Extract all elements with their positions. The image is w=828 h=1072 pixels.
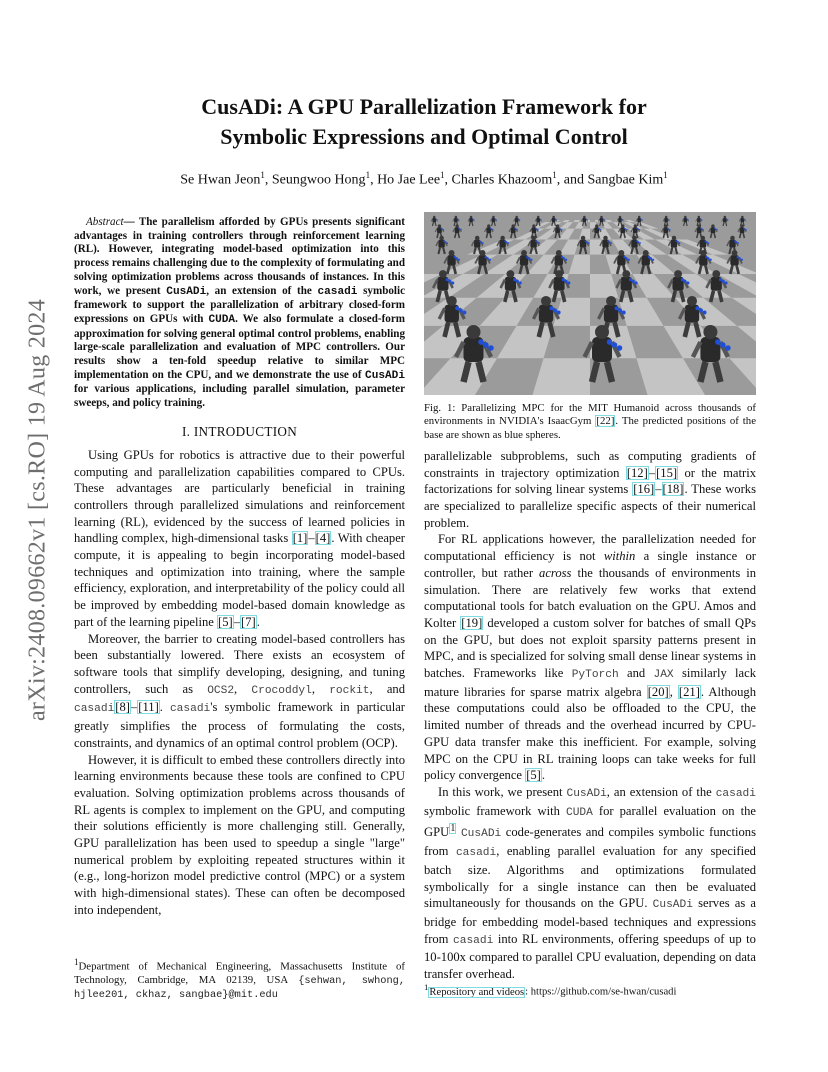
- humanoid-render: [424, 212, 756, 395]
- base-prediction-sphere: [436, 219, 437, 220]
- robot-head: [622, 270, 630, 278]
- citation-link[interactable]: [5]: [218, 614, 233, 629]
- base-prediction-sphere: [585, 240, 587, 242]
- base-prediction-sphere: [741, 259, 743, 261]
- base-prediction-sphere: [456, 257, 458, 259]
- robot-head: [674, 270, 682, 278]
- base-prediction-sphere: [701, 219, 702, 220]
- base-prediction-sphere: [443, 229, 444, 230]
- base-prediction-sphere: [681, 278, 684, 281]
- base-prediction-sphere: [588, 242, 590, 244]
- citation-link[interactable]: [12]: [626, 465, 648, 480]
- base-prediction-sphere: [684, 280, 687, 283]
- base-prediction-sphere: [669, 229, 670, 230]
- base-prediction-sphere: [743, 218, 744, 219]
- base-prediction-sphere: [720, 342, 726, 348]
- robot-head: [697, 224, 700, 227]
- base-prediction-sphere: [641, 219, 642, 220]
- robot-head: [618, 250, 624, 256]
- base-prediction-sphere: [517, 229, 518, 230]
- paragraph-5: For RL applications however, the parallelization needed for computational efficiency is not within a single instance or controller, but rather across the thousands of environments in simulation. There are relatively few works that extend computational tools for batch evaluation on the GPU. Amos and Kolter [19] developed a custom solver for batches of small QPs on the GPU, but does not exploit sparsity patterns present in MPC, and is specialized for solving small dense linear systems in batches. Frameworks like PyTorch and JAX similarly lack mature libraries for sparse matrix algebra [20], [21]. Although these computations could also be offloaded to the CPU, the limited number of threads and the overhead incurred by CPU-GPU data transfer make this inefficient. For example, solving MPC on the CPU in RL training loops can take weeks for full policy convergence [5].: [424, 532, 757, 783]
- base-prediction-sphere: [623, 219, 624, 220]
- robot-head: [740, 224, 743, 227]
- base-prediction-sphere: [445, 241, 447, 243]
- robot-head: [500, 236, 504, 240]
- base-prediction-sphere: [737, 242, 739, 244]
- robot-head: [687, 296, 697, 306]
- base-prediction-sphere: [442, 228, 443, 229]
- citation-link[interactable]: [20]: [647, 684, 669, 699]
- base-prediction-sphere: [699, 308, 703, 312]
- robot-head: [506, 270, 514, 278]
- base-prediction-sphere: [667, 218, 668, 219]
- base-prediction-sphere: [599, 228, 600, 229]
- base-prediction-sphere: [473, 219, 474, 220]
- base-prediction-sphere: [624, 228, 625, 229]
- base-prediction-sphere: [743, 228, 744, 229]
- robot-head: [455, 224, 458, 227]
- base-prediction-sphere: [489, 259, 491, 261]
- base-prediction-sphere: [744, 228, 745, 229]
- base-prediction-sphere: [555, 219, 556, 220]
- robot-head: [606, 296, 616, 306]
- robot-head: [455, 216, 458, 219]
- paragraph-6: In this work, we present CusADi, an extension of the casadi symbolic framework with CUDA for parallel evaluation on the GPU$^1$ CusADi code-generates and compiles symbolic functions from casadi, enabling parallel evaluation for any specified batch size. Algorithms and optimizations formulated symbolically for a single instance can then be evaluated simultaneously for thousands on the GPU. CusADi serves as a bridge for embedding model-based techniques and expressions from casadi into RL environments, offering speedups of up to 10-100x compared to parallel CPU evaluation, depending on data transfer overhead.: [424, 784, 757, 982]
- base-prediction-sphere: [513, 278, 516, 281]
- base-prediction-sphere: [734, 240, 736, 242]
- base-prediction-sphere: [727, 219, 728, 220]
- base-prediction-sphere: [639, 229, 640, 230]
- base-prediction-sphere: [719, 278, 722, 281]
- robot-head: [487, 224, 490, 227]
- robot-head: [621, 224, 624, 227]
- base-prediction-sphere: [679, 242, 681, 244]
- citation-link[interactable]: [19]: [461, 615, 483, 630]
- robot-head: [711, 224, 714, 227]
- base-prediction-sphere: [535, 228, 536, 229]
- base-prediction-sphere: [638, 241, 640, 243]
- robot-head: [531, 236, 535, 240]
- author-2: Seungwoo Hong: [271, 172, 366, 188]
- base-prediction-sphere: [701, 228, 702, 229]
- base-prediction-sphere: [483, 342, 489, 348]
- base-prediction-sphere: [667, 228, 668, 229]
- base-prediction-sphere: [487, 257, 489, 259]
- robot-head: [512, 224, 515, 227]
- base-prediction-sphere: [642, 219, 643, 220]
- robot-head: [643, 250, 649, 256]
- base-prediction-sphere: [507, 242, 509, 244]
- left-column: [74, 216, 405, 919]
- base-prediction-sphere: [462, 311, 466, 315]
- base-prediction-sphere: [668, 228, 669, 229]
- repository-link[interactable]: Repository and videos: [429, 986, 525, 998]
- robot-head: [665, 216, 668, 219]
- base-prediction-sphere: [567, 281, 570, 284]
- base-prediction-sphere: [617, 345, 623, 351]
- base-prediction-sphere: [603, 219, 604, 220]
- base-prediction-sphere: [615, 306, 619, 310]
- base-prediction-sphere: [716, 229, 717, 230]
- robot-head: [552, 216, 555, 219]
- base-prediction-sphere: [695, 306, 699, 310]
- robot-head: [433, 216, 436, 219]
- base-prediction-sphere: [715, 339, 721, 345]
- robot-head: [724, 216, 727, 219]
- base-prediction-sphere: [458, 219, 459, 220]
- base-prediction-sphere: [725, 345, 731, 351]
- base-prediction-sphere: [457, 218, 458, 219]
- base-prediction-sphere: [535, 240, 537, 242]
- base-prediction-sphere: [587, 219, 588, 220]
- base-prediction-sphere: [632, 280, 635, 283]
- base-prediction-sphere: [437, 219, 438, 220]
- base-prediction-sphere: [622, 219, 623, 220]
- base-prediction-sphere: [539, 218, 540, 219]
- title-line-2: Symbolic Expressions and Optimal Control: [220, 124, 628, 149]
- base-prediction-sphere: [472, 218, 473, 219]
- base-prediction-sphere: [618, 308, 622, 312]
- base-prediction-sphere: [600, 229, 601, 230]
- base-prediction-sphere: [559, 228, 560, 229]
- base-prediction-sphere: [494, 218, 495, 219]
- citation-link[interactable]: [16]: [633, 482, 655, 497]
- base-prediction-sphere: [706, 241, 708, 243]
- robot-head: [664, 224, 667, 227]
- base-prediction-sphere: [726, 218, 727, 219]
- paper-title: [80, 92, 768, 152]
- base-prediction-sphere: [746, 229, 747, 230]
- robot-head: [470, 216, 473, 219]
- base-prediction-sphere: [504, 240, 506, 242]
- repository-footnote: $^1$Repository and videos: https://github.com/se-hwan/cusadi: [424, 982, 677, 998]
- base-prediction-sphere: [687, 219, 688, 220]
- citation-link[interactable]: [8]: [115, 700, 130, 715]
- base-prediction-sphere: [638, 228, 639, 229]
- author-4: Charles Khazoom: [451, 172, 553, 188]
- base-prediction-sphere: [708, 242, 710, 244]
- base-prediction-sphere: [451, 281, 454, 284]
- citation-link[interactable]: [5]: [526, 768, 541, 783]
- base-prediction-sphere: [703, 311, 707, 315]
- base-prediction-sphere: [703, 229, 704, 230]
- base-prediction-sphere: [553, 308, 557, 312]
- robot-head: [439, 236, 443, 240]
- robot-head: [556, 224, 559, 227]
- base-prediction-sphere: [705, 256, 707, 258]
- base-prediction-sphere: [688, 219, 689, 220]
- base-prediction-sphere: [518, 218, 519, 219]
- base-prediction-sphere: [704, 240, 706, 242]
- citation-link[interactable]: [15]: [656, 465, 678, 480]
- robot-head: [732, 250, 738, 256]
- robot-head: [595, 224, 598, 227]
- base-prediction-sphere: [485, 256, 487, 258]
- citation-link[interactable]: [21]: [678, 684, 700, 699]
- robot-head: [632, 236, 636, 240]
- base-prediction-sphere: [640, 218, 641, 219]
- base-prediction-sphere: [537, 241, 539, 243]
- robot-head: [741, 216, 744, 219]
- base-prediction-sphere: [459, 308, 463, 312]
- author-5: Sangbae Kim: [587, 172, 664, 188]
- base-prediction-sphere: [700, 218, 701, 219]
- robot-head: [492, 216, 495, 219]
- affiliation-footnote: $^1$Department of Mechanical Engineering, Massachusetts Institute of Technology, Cambridge, MA 02139, USA {sehwan, swhong, hjlee201, ckhaz, sangbae}@mit.edu: [74, 957, 405, 1001]
- base-prediction-sphere: [607, 339, 613, 345]
- base-prediction-sphere: [561, 229, 562, 230]
- base-prediction-sphere: [602, 218, 603, 219]
- base-prediction-sphere: [506, 241, 508, 243]
- base-prediction-sphere: [461, 229, 462, 230]
- base-prediction-sphere: [459, 219, 460, 220]
- base-prediction-sphere: [625, 257, 627, 259]
- robot-head: [467, 325, 481, 339]
- author-3: Ho Jae Lee: [377, 172, 441, 188]
- base-prediction-sphere: [621, 218, 622, 219]
- robot-head: [703, 325, 717, 339]
- base-prediction-sphere: [700, 228, 701, 229]
- robot-head: [700, 250, 706, 256]
- base-prediction-sphere: [480, 241, 482, 243]
- base-prediction-sphere: [707, 257, 709, 259]
- robot-head: [595, 325, 609, 339]
- base-prediction-sphere: [628, 259, 630, 261]
- citation-link[interactable]: [11]: [138, 700, 159, 715]
- robot-head: [583, 216, 586, 219]
- base-prediction-sphere: [737, 256, 739, 258]
- robot-head: [701, 236, 705, 240]
- base-prediction-sphere: [629, 278, 632, 281]
- base-prediction-sphere: [586, 241, 588, 243]
- robot-head: [603, 236, 607, 240]
- base-prediction-sphere: [554, 218, 555, 219]
- base-prediction-sphere: [443, 240, 445, 242]
- base-prediction-sphere: [495, 219, 496, 220]
- robot-head: [555, 270, 563, 278]
- base-prediction-sphere: [604, 219, 605, 220]
- robot-head: [447, 296, 457, 306]
- robot-head: [634, 224, 637, 227]
- robot-head: [556, 250, 562, 256]
- base-prediction-sphere: [715, 228, 716, 229]
- robot-head: [730, 236, 734, 240]
- base-prediction-sphere: [739, 257, 741, 259]
- paragraph-1: Using GPUs for robotics is attractive due to their powerful computing and parallelization capabilities compared to CPUs. These advantages are particularly beneficial in training controllers through parallelized simulations and reinforcement learning (RL), evidenced by the success of learned policies in handling complex, high-dimensional tasks [1]–[4]. With cheaper compute, it is appealing to begin incorporating model-based techniques and optimization into training, where the sample efficiency, exploration, and interpretability of the policy could all be improved by embedding model-based domain knowledge as part of the learning pipeline [5]–[7].: [74, 447, 405, 629]
- base-prediction-sphere: [516, 280, 519, 283]
- base-prediction-sphere: [635, 281, 638, 284]
- footnote-link[interactable]: 1: [450, 823, 456, 835]
- robot-head: [619, 216, 622, 219]
- base-prediction-sphere: [516, 228, 517, 229]
- base-prediction-sphere: [585, 218, 586, 219]
- figure-1-humanoid-simulation: [424, 212, 756, 395]
- base-prediction-sphere: [455, 306, 459, 310]
- base-prediction-sphere: [625, 228, 626, 229]
- base-prediction-sphere: [714, 228, 715, 229]
- arxiv-identifier: arXiv:2408.09662v1 [cs.RO] 19 Aug 2024: [24, 298, 51, 722]
- base-prediction-sphere: [536, 228, 537, 229]
- base-prediction-sphere: [609, 241, 611, 243]
- base-prediction-sphere: [530, 259, 532, 261]
- base-prediction-sphere: [728, 219, 729, 220]
- citation-link[interactable]: [22]: [596, 415, 615, 428]
- robot-head: [581, 236, 585, 240]
- base-prediction-sphere: [725, 281, 728, 284]
- robot-head: [712, 270, 720, 278]
- base-prediction-sphere: [598, 228, 599, 229]
- base-prediction-sphere: [458, 259, 460, 261]
- base-prediction-sphere: [538, 242, 540, 244]
- base-prediction-sphere: [560, 228, 561, 229]
- base-prediction-sphere: [482, 242, 484, 244]
- base-prediction-sphere: [519, 281, 522, 284]
- robot-head: [541, 296, 551, 306]
- base-prediction-sphere: [518, 219, 519, 220]
- base-prediction-sphere: [446, 242, 448, 244]
- citation-link[interactable]: [4]: [315, 531, 331, 546]
- robot-head: [521, 250, 527, 256]
- base-prediction-sphere: [636, 240, 638, 242]
- base-prediction-sphere: [607, 240, 609, 242]
- base-prediction-sphere: [496, 219, 497, 220]
- author-1: Se Hwan Jeon: [180, 172, 261, 188]
- base-prediction-sphere: [652, 259, 654, 261]
- base-prediction-sphere: [492, 229, 493, 230]
- base-prediction-sphere: [528, 257, 530, 259]
- robot-head: [439, 270, 447, 278]
- robot-head: [515, 216, 518, 219]
- base-prediction-sphere: [562, 278, 565, 281]
- robot-head: [638, 216, 641, 219]
- base-prediction-sphere: [549, 306, 553, 310]
- author-list: Se Hwan Jeon$^1$, Seungwoo Hong$^1$, Ho Jae Lee$^1$, Charles Khazoom$^1$, and Sangbae Kim$^1$: [180, 170, 668, 188]
- base-prediction-sphere: [446, 278, 449, 281]
- base-prediction-sphere: [722, 280, 725, 283]
- robot-head: [684, 216, 687, 219]
- robot-head: [537, 216, 540, 219]
- base-prediction-sphere: [677, 241, 679, 243]
- paragraph-2: Moreover, the barrier to creating model-based controllers has been substantially lowered. There exists an ecosystem of software tools that simplify developing, designing, and tuning controllers, such as OCS2, Crocoddyl, rockit, and casadi[8]–[11]. casadi's symbolic framework in particular greatly simplifies the process of formulating the costs, constraints, and dynamics of an optimal control problem (OCP).: [74, 631, 406, 750]
- base-prediction-sphere: [744, 219, 745, 220]
- base-prediction-sphere: [514, 228, 515, 229]
- base-prediction-sphere: [626, 229, 627, 230]
- base-prediction-sphere: [623, 256, 625, 258]
- base-prediction-sphere: [474, 219, 475, 220]
- base-prediction-sphere: [557, 311, 561, 315]
- robot-head: [532, 224, 535, 227]
- base-prediction-sphere: [650, 257, 652, 259]
- title-line-1: CusADi: A GPU Parallelization Framework for: [201, 94, 647, 119]
- right-column: [424, 212, 756, 983]
- base-prediction-sphere: [622, 311, 626, 315]
- base-prediction-sphere: [540, 219, 541, 220]
- robot-head: [438, 224, 441, 227]
- base-prediction-sphere: [736, 241, 738, 243]
- base-prediction-sphere: [565, 259, 567, 261]
- paragraph-3: However, it is difficult to embed these controllers directly into learning environments because these tools are confined to CPU evaluation. Solving optimization problems across thousands of RL agents is complex to implement on the GPU, and computing their solutions efficiently is more challenging still. Generally, GPU parallelization has been used to speedup a single "large" numerical problem by exploiting repeated structures within it (e.g., long-horizon model predictive control (MPC) or a system with high-dimensional states). These can often be decomposed into independent,: [74, 752, 405, 917]
- base-prediction-sphere: [541, 219, 542, 220]
- base-prediction-sphere: [479, 240, 481, 242]
- base-prediction-sphere: [639, 242, 641, 244]
- base-prediction-sphere: [490, 228, 491, 229]
- robot-head: [600, 216, 603, 219]
- base-prediction-sphere: [565, 280, 568, 283]
- base-prediction-sphere: [454, 256, 456, 258]
- base-prediction-sphere: [610, 242, 612, 244]
- base-prediction-sphere: [458, 228, 459, 229]
- base-prediction-sphere: [459, 228, 460, 229]
- figure-1-caption: Fig. 1: Parallelizing MPC for the MIT Humanoid across thousands of environments in NVIDIA's IsaacGym [22]. The predicted positions of the base are shown as blue spheres.: [424, 402, 756, 441]
- base-prediction-sphere: [448, 280, 451, 283]
- base-prediction-sphere: [561, 256, 563, 258]
- base-prediction-sphere: [636, 228, 637, 229]
- robot-head: [672, 236, 676, 240]
- base-prediction-sphere: [488, 345, 494, 351]
- base-prediction-sphere: [745, 219, 746, 220]
- base-prediction-sphere: [612, 342, 618, 348]
- base-prediction-sphere: [556, 219, 557, 220]
- section-heading-introduction: I. INTRODUCTION: [181, 423, 298, 439]
- base-prediction-sphere: [538, 229, 539, 230]
- abstract: Abstract— The parallelism afforded by GPUs presents significant advantages in training controllers through reinforcement learning (RL). However, integrating model-based optimization into this process remains challenging due to the complexity of formulating and solving optimization problems across thousands of instances. In this work, we present CusADi, an extension of the casadi symbolic framework to support the parallelization of arbitrary closed-form expressions on GPUs with CUDA. We also formulate a closed-form approximation for solving general optimal control problems, enabling large-scale parallelization and evaluation of MPC controllers. Our results show a ten-fold speedup relative to similar MPC implementation on the CPU, and we demonstrate the use of CusADi for various applications, including parallel simulation, parameter sweeps, and policy training.: [74, 216, 405, 410]
- base-prediction-sphere: [686, 218, 687, 219]
- base-prediction-sphere: [519, 219, 520, 220]
- base-prediction-sphere: [702, 219, 703, 220]
- base-prediction-sphere: [669, 219, 670, 220]
- robot-head: [698, 216, 701, 219]
- base-prediction-sphere: [710, 259, 712, 261]
- citation-link[interactable]: [7]: [241, 614, 256, 629]
- base-prediction-sphere: [435, 218, 436, 219]
- base-prediction-sphere: [586, 219, 587, 220]
- base-prediction-sphere: [675, 240, 677, 242]
- robot-head: [449, 250, 455, 256]
- base-prediction-sphere: [686, 281, 689, 284]
- citation-link[interactable]: [1]: [292, 531, 308, 546]
- base-prediction-sphere: [491, 228, 492, 229]
- base-prediction-sphere: [563, 257, 565, 259]
- base-prediction-sphere: [526, 256, 528, 258]
- base-prediction-sphere: [478, 339, 484, 345]
- base-prediction-sphere: [668, 219, 669, 220]
- paragraph-4: parallelizable subproblems, such as computing gradients of constraints in trajectory optimization [12]–[15] or the matrix factorizations for solving linear systems [16]–[18]. These works are specialized to parallelize specific aspects of their numerical problem.: [424, 448, 756, 530]
- robot-head: [475, 236, 479, 240]
- citation-link[interactable]: [18]: [662, 482, 684, 497]
- robot-head: [480, 250, 486, 256]
- base-prediction-sphere: [441, 228, 442, 229]
- base-prediction-sphere: [648, 256, 650, 258]
